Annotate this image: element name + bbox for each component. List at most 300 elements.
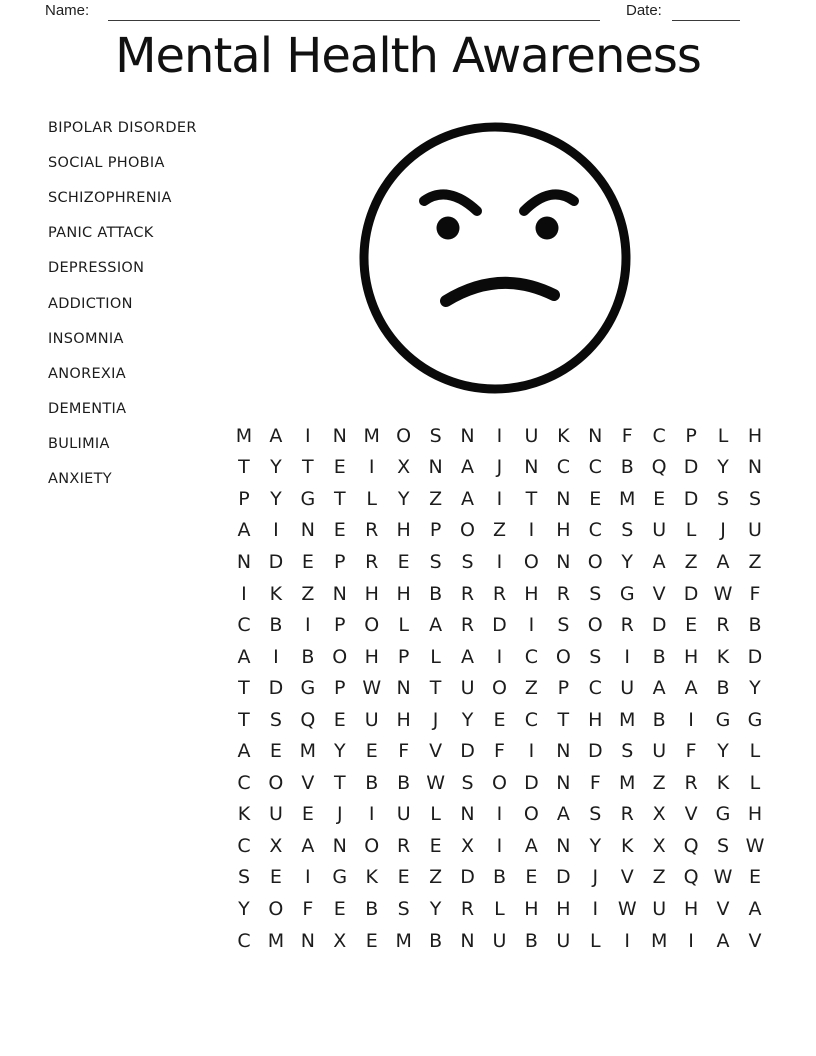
grid-cell: V [748, 929, 762, 952]
grid-cell: I [273, 519, 279, 542]
grid-cell: V [652, 582, 666, 605]
grid-cell: Z [524, 677, 538, 700]
sad-face-icon [353, 112, 638, 404]
grid-cell: M [395, 929, 412, 952]
grid-cell: I [496, 803, 503, 826]
grid-cell: H [524, 897, 539, 920]
grid-cell: A [461, 487, 475, 510]
grid-cell: D [651, 614, 667, 637]
grid-cell: N [556, 550, 571, 573]
grid-cell: H [396, 708, 411, 731]
grid-cell: U [524, 424, 539, 447]
grid-cell: S [237, 866, 250, 889]
grid-cell: J [336, 803, 343, 826]
grid-cell: I [305, 424, 311, 447]
grid-cell: I [496, 550, 503, 573]
word-item: PANIC ATTACK [48, 225, 154, 242]
grid-cell: D [524, 771, 539, 794]
grid-cell: R [397, 834, 411, 857]
left-eyebrow [424, 194, 477, 211]
grid-cell: I [496, 834, 503, 857]
grid-cell: K [237, 803, 251, 826]
grid-cell: N [524, 456, 539, 479]
grid-cell: E [301, 550, 314, 573]
grid-cell: Y [397, 487, 410, 510]
grid-cell: B [365, 897, 379, 920]
left-eye [437, 217, 460, 240]
word-item: INSOMNIA [48, 330, 124, 347]
grid-cell: B [492, 866, 506, 889]
grid-cell: A [461, 645, 475, 668]
grid-cell: E [269, 866, 282, 889]
grid-cell: D [747, 645, 763, 668]
grid-cell: S [397, 897, 410, 920]
grid-cell: B [429, 582, 443, 605]
grid-cell: W [362, 677, 382, 700]
grid-cell: A [269, 424, 283, 447]
grid-cell: X [269, 834, 283, 857]
grid-cell: D [268, 550, 284, 573]
grid-cell: G [747, 708, 763, 731]
grid-cell: Z [684, 550, 698, 573]
grid-cell: R [684, 771, 698, 794]
grid-cell: D [683, 487, 699, 510]
grid-cell: P [397, 645, 410, 668]
grid-cell: K [620, 834, 634, 857]
grid-cell: O [587, 614, 603, 637]
grid-cell: I [241, 582, 247, 605]
face-outline [364, 127, 626, 389]
grid-cell: I [273, 645, 279, 668]
grid-cell: F [302, 897, 314, 920]
grid-cell: N [556, 834, 571, 857]
grid-cell: D [683, 456, 699, 479]
grid-cell: T [302, 456, 314, 479]
grid-cell: N [332, 424, 347, 447]
grid-cell: I [688, 929, 694, 952]
grid-cell: I [368, 803, 375, 826]
grid-cell: I [368, 456, 375, 479]
grid-cell: C [556, 456, 570, 479]
name-blank-line [108, 20, 600, 21]
grid-cell: J [592, 866, 599, 889]
grid-cell: A [461, 456, 475, 479]
grid-cell: E [429, 834, 442, 857]
grid-cell: H [747, 424, 763, 447]
grid-cell: Z [748, 550, 762, 573]
grid-cell: I [528, 614, 535, 637]
grid-cell: A [748, 897, 762, 920]
grid-cell: Z [429, 487, 443, 510]
grid-cell: T [238, 456, 250, 479]
grid-cell: B [301, 645, 315, 668]
grid-cell: V [429, 740, 443, 763]
grid-cell: B [269, 614, 283, 637]
grid-cell: T [238, 708, 250, 731]
grid-cell: N [428, 456, 443, 479]
grid-cell: H [588, 708, 603, 731]
grid-cell: R [365, 550, 379, 573]
grid-cell: X [333, 929, 347, 952]
word-item: DEPRESSION [48, 260, 145, 277]
grid-cell: N [588, 424, 603, 447]
grid-cell: I [624, 645, 631, 668]
grid-cell: A [652, 677, 666, 700]
grid-cell: W [713, 866, 733, 889]
grid-cell: L [589, 929, 601, 952]
grid-cell: A [237, 645, 251, 668]
grid-cell: F [621, 424, 633, 447]
grid-cell: U [364, 708, 379, 731]
grid-cell: S [429, 550, 442, 573]
grid-cell: Q [300, 708, 316, 731]
grid-cell: C [588, 677, 602, 700]
grid-cell: T [333, 487, 346, 510]
grid-cell: B [652, 645, 666, 668]
grid-cell: B [365, 771, 379, 794]
word-item: BIPOLAR DISORDER [48, 119, 197, 136]
grid-cell: W [617, 897, 637, 920]
grid-cell: Z [652, 866, 666, 889]
grid-cell: A [237, 740, 251, 763]
grid-cell: U [268, 803, 283, 826]
grid-cell: E [333, 708, 346, 731]
grid-cell: J [720, 519, 726, 542]
grid-cell: F [589, 771, 601, 794]
grid-cell: N [460, 803, 475, 826]
grid-cell: H [683, 645, 699, 668]
grid-cell: N [332, 582, 347, 605]
grid-cell: U [492, 929, 507, 952]
grid-cell: N [460, 929, 475, 952]
right-eye [536, 217, 559, 240]
grid-cell: L [398, 614, 409, 637]
grid-cell: G [715, 708, 731, 731]
grid-cell: A [237, 519, 251, 542]
grid-cell: M [619, 487, 636, 510]
grid-cell: S [461, 771, 474, 794]
grid-cell: I [688, 708, 694, 731]
grid-cell: O [523, 803, 539, 826]
grid-cell: A [556, 803, 570, 826]
grid-cell: U [460, 677, 475, 700]
grid-cell: K [557, 424, 570, 447]
grid-cell: S [557, 614, 570, 637]
word-item: SOCIAL PHOBIA [48, 154, 165, 171]
grid-cell: L [430, 645, 441, 668]
grid-cell: B [652, 708, 666, 731]
grid-cell: N [300, 929, 315, 952]
word-item: ANOREXIA [48, 365, 126, 382]
grid-cell: S [589, 582, 602, 605]
grid-cell: N [396, 677, 411, 700]
grid-cell: B [524, 929, 538, 952]
grid-cell: A [429, 614, 443, 637]
grid-cell: E [493, 708, 506, 731]
grid-cell: D [268, 677, 284, 700]
grid-cell: O [587, 550, 603, 573]
grid-cell: P [685, 424, 697, 447]
grid-cell: J [496, 456, 503, 479]
grid-cell: A [716, 550, 730, 573]
grid-cell: L [685, 519, 697, 542]
grid-cell: R [365, 519, 379, 542]
name-label: Name: [45, 2, 90, 19]
grid-cell: H [524, 582, 539, 605]
grid-cell: S [621, 519, 634, 542]
grid-cell: C [524, 708, 539, 731]
grid-cell: O [364, 614, 380, 637]
grid-cell: R [716, 614, 730, 637]
grid-cell: R [460, 897, 475, 920]
grid-cell: L [494, 897, 505, 920]
grid-cell: Q [651, 456, 667, 479]
grid-cell: E [365, 740, 378, 763]
grid-cell: U [620, 677, 635, 700]
grid-cell: B [716, 677, 730, 700]
grid-cell: C [588, 519, 602, 542]
grid-cell: J [432, 708, 439, 731]
grid-cell: L [749, 740, 761, 763]
grid-cell: N [747, 456, 763, 479]
grid-cell: I [305, 866, 311, 889]
grid-cell: Z [301, 582, 315, 605]
grid-cell: E [333, 897, 346, 920]
grid-cell: T [557, 708, 570, 731]
grid-cell: K [365, 866, 378, 889]
grid-cell: S [429, 424, 442, 447]
grid-cell: Z [429, 866, 443, 889]
frown-mouth [446, 283, 554, 301]
grid-cell: H [396, 519, 411, 542]
grid-cell: K [716, 645, 730, 668]
grid-cell: O [523, 550, 539, 573]
grid-cell: G [715, 803, 731, 826]
letter-grid [228, 420, 771, 956]
grid-cell: L [749, 771, 761, 794]
grid-cell: K [716, 771, 730, 794]
word-item: BULIMIA [48, 436, 110, 453]
grid-cell: C [524, 645, 539, 668]
grid-cell: U [748, 519, 762, 542]
grid-cell: D [460, 866, 475, 889]
grid-cell: L [430, 803, 441, 826]
grid-cell: H [556, 897, 571, 920]
grid-cell: S [589, 645, 602, 668]
grid-cell: Y [270, 487, 282, 510]
grid-cell: A [524, 834, 538, 857]
grid-cell: F [685, 740, 697, 763]
grid-cell: E [333, 456, 346, 479]
grid-cell: L [366, 487, 378, 510]
grid-cell: P [557, 677, 570, 700]
grid-cell: F [749, 582, 761, 605]
grid-cell: V [684, 803, 698, 826]
grid-cell: U [652, 897, 667, 920]
word-item: SCHIZOPHRENIA [48, 189, 172, 206]
grid-cell: Y [717, 456, 729, 479]
grid-cell: S [748, 487, 761, 510]
grid-cell: C [237, 771, 251, 794]
grid-cell: U [396, 803, 411, 826]
grid-cell: M [299, 740, 317, 763]
grid-cell: E [525, 866, 538, 889]
grid-cell: O [268, 897, 284, 920]
grid-cell: T [525, 487, 538, 510]
grid-cell: U [556, 929, 571, 952]
grid-cell: C [237, 834, 251, 857]
grid-cell: U [652, 740, 667, 763]
grid-cell: R [460, 582, 475, 605]
grid-cell: Q [683, 834, 699, 857]
grid-cell: H [396, 582, 411, 605]
grid-cell: M [363, 424, 380, 447]
grid-cell: S [461, 550, 474, 573]
grid-cell: R [620, 614, 634, 637]
grid-cell: H [364, 645, 379, 668]
grid-cell: H [747, 803, 763, 826]
grid-cell: Y [333, 740, 346, 763]
grid-cell: I [592, 897, 599, 920]
grid-cell: S [717, 487, 730, 510]
grid-cell: A [652, 550, 666, 573]
word-item: DEMENTIA [48, 401, 127, 418]
grid-cell: U [652, 519, 667, 542]
grid-cell: O [491, 771, 507, 794]
grid-cell: I [496, 487, 503, 510]
grid-cell: Y [589, 834, 602, 857]
grid-cell: X [652, 834, 666, 857]
grid-cell: O [396, 424, 412, 447]
grid-cell: O [268, 771, 284, 794]
grid-cell: T [429, 677, 442, 700]
grid-cell: B [397, 771, 411, 794]
grid-cell: L [717, 424, 729, 447]
grid-cell: N [236, 550, 252, 573]
grid-cell: D [492, 614, 507, 637]
grid-cell: E [397, 550, 410, 573]
grid-cell: O [460, 519, 476, 542]
grid-cell: Y [461, 708, 474, 731]
grid-cell: C [237, 929, 251, 952]
grid-cell: E [685, 614, 698, 637]
page-title: Mental Health Awareness [115, 28, 701, 84]
grid-cell: G [300, 677, 316, 700]
grid-cell: D [683, 582, 699, 605]
grid-cell: X [461, 834, 475, 857]
grid-cell: N [556, 771, 571, 794]
grid-cell: P [238, 487, 250, 510]
grid-cell: W [745, 834, 765, 857]
grid-cell: V [620, 866, 634, 889]
grid-cell: Y [429, 897, 442, 920]
grid-cell: F [494, 740, 505, 763]
grid-cell: D [556, 866, 571, 889]
grid-cell: M [267, 929, 285, 952]
grid-cell: H [556, 519, 571, 542]
grid-cell: O [491, 677, 507, 700]
grid-cell: Z [492, 519, 506, 542]
grid-cell: V [301, 771, 315, 794]
grid-cell: I [624, 929, 631, 952]
grid-cell: B [429, 929, 443, 952]
grid-cell: Y [621, 550, 634, 573]
grid-cell: E [269, 740, 282, 763]
word-item: ANXIETY [48, 471, 112, 488]
grid-cell: M [619, 708, 636, 731]
grid-cell: R [620, 803, 634, 826]
grid-cell: P [334, 677, 346, 700]
grid-cell: P [334, 550, 346, 573]
grid-cell: N [556, 740, 571, 763]
grid-cell: D [587, 740, 603, 763]
grid-cell: Y [238, 897, 250, 920]
grid-cell: C [237, 614, 251, 637]
grid-cell: C [588, 456, 602, 479]
grid-cell: S [269, 708, 282, 731]
grid-cell: I [496, 645, 503, 668]
grid-cell: E [397, 866, 410, 889]
grid-cell: W [426, 771, 445, 794]
grid-cell: T [333, 771, 346, 794]
grid-cell: X [652, 803, 666, 826]
grid-cell: B [748, 614, 762, 637]
grid-cell: F [398, 740, 410, 763]
grid-cell: G [300, 487, 316, 510]
grid-cell: N [332, 834, 347, 857]
grid-cell: M [619, 771, 636, 794]
grid-cell: R [556, 582, 570, 605]
grid-cell: E [589, 487, 602, 510]
grid-cell: M [650, 929, 668, 952]
grid-cell: E [333, 519, 346, 542]
grid-cell: P [429, 519, 442, 542]
grid-cell: I [528, 519, 535, 542]
grid-cell: A [716, 929, 730, 952]
grid-cell: A [301, 834, 315, 857]
grid-cell: B [620, 456, 634, 479]
grid-cell: W [713, 582, 733, 605]
grid-cell: A [684, 677, 698, 700]
grid-cell: O [555, 645, 571, 668]
grid-cell: E [365, 929, 378, 952]
grid-cell: O [332, 645, 348, 668]
grid-cell: N [556, 487, 571, 510]
grid-cell: M [235, 424, 253, 447]
grid-cell: S [621, 740, 634, 763]
grid-cell: S [717, 834, 730, 857]
grid-cell: Y [749, 677, 761, 700]
grid-cell: P [334, 614, 346, 637]
grid-cell: G [619, 582, 635, 605]
grid-cell: T [238, 677, 250, 700]
grid-cell: V [716, 897, 730, 920]
grid-cell: G [332, 866, 348, 889]
date-label: Date: [626, 2, 662, 19]
grid-cell: O [364, 834, 380, 857]
grid-cell: R [460, 614, 475, 637]
grid-cell: C [652, 424, 666, 447]
grid-cell: Z [652, 771, 666, 794]
right-eyebrow [524, 194, 574, 211]
grid-cell: K [269, 582, 283, 605]
grid-cell: R [492, 582, 507, 605]
grid-cell: Y [270, 456, 282, 479]
grid-cell: Y [717, 740, 729, 763]
grid-cell: E [301, 803, 314, 826]
date-blank-line [672, 20, 740, 21]
word-item: ADDICTION [48, 295, 133, 312]
